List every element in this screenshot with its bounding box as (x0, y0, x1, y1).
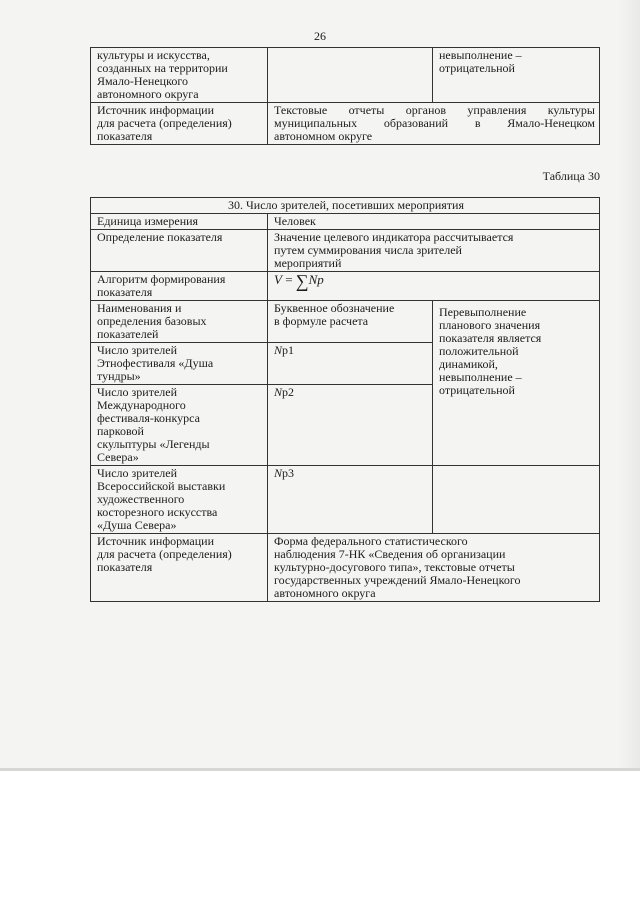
source-value-cell (268, 534, 600, 602)
cell-line: тундры» (97, 369, 141, 383)
source-label-cell (91, 103, 268, 145)
indicator-symbol (268, 343, 433, 385)
indicator-name (91, 343, 268, 385)
algorithm-formula (268, 272, 600, 301)
table-cell-empty (433, 466, 600, 534)
formula-equals: = (285, 272, 293, 287)
cell-line: Текстовые отчеты органов управления культуры (274, 103, 595, 117)
cell-line: муниципальных образований в Ямало-Ненецком (274, 116, 595, 130)
table-caption: Таблица 30 (542, 169, 600, 183)
cell-line: Число зрителей (97, 385, 178, 399)
cell-line: культурно-досугового типа», текстовые отчеты (274, 560, 515, 574)
cell-line: художественного (97, 492, 185, 506)
symbol-p: p3 (282, 466, 295, 480)
cell-line: отрицательной (439, 61, 515, 75)
cell-line: Ямало-Ненецкого (97, 74, 188, 88)
cell-line: автономного округа (97, 87, 199, 101)
cell-line: планового значения (439, 318, 541, 332)
table-row (91, 301, 600, 343)
dynamics-note (433, 301, 600, 466)
cell-line: наблюдения 7-НК «Сведения об организации (274, 547, 506, 561)
cell-line: динамикой, (439, 357, 498, 371)
page-number: 26 (314, 29, 326, 43)
cell-line: Число зрителей (97, 343, 178, 357)
cell-line: Буквенное обозначение (274, 301, 395, 315)
cell-line: автономном округе (274, 129, 373, 143)
table-row (91, 230, 600, 272)
unit-label: Единица измерения (91, 214, 268, 230)
cell-line: Севера» (97, 450, 139, 464)
symbol-n: N (274, 343, 283, 357)
table-row (91, 103, 600, 145)
indicator-name (91, 385, 268, 466)
indicator-symbol (268, 385, 433, 466)
cell-line: отрицательной (439, 383, 515, 397)
cell-line: Источник информации (97, 103, 215, 117)
table-title-row (91, 198, 600, 214)
continued-table (90, 47, 600, 145)
cell-line: Международного (97, 398, 186, 412)
unit-value: Человек (268, 214, 600, 230)
formula-rhs: Np (308, 272, 324, 287)
cell-line: для расчета (определения) (97, 547, 232, 561)
cell-line: невыполнение – (439, 48, 522, 62)
cell-line: показателя (97, 285, 153, 299)
formula-lhs: V (274, 272, 282, 287)
symbol-p: p1 (282, 343, 295, 357)
cell-line: для расчета (определения) (97, 116, 232, 130)
cell-line: государственных учреждений Ямало-Ненецкого (274, 573, 521, 587)
cell-line: определения базовых (97, 314, 207, 328)
cell-line: невыполнение – (439, 370, 522, 384)
definition-label: Определение показателя (91, 230, 268, 272)
symbol-header (268, 301, 433, 343)
table-row (91, 534, 600, 602)
cell-line: Наименования и (97, 301, 182, 315)
cell-line: автономного округа (274, 586, 376, 600)
cell-line: показателя (97, 560, 153, 574)
symbol-n: N (274, 385, 283, 399)
cell-line: фестиваля-конкурса (97, 411, 200, 425)
cell-line: в формуле расчета (274, 314, 369, 328)
cell-line: Алгоритм формирования (97, 272, 226, 286)
cell-line: показателя является (439, 331, 542, 345)
indicator-table (90, 197, 600, 602)
cell-line: путем суммирования числа зрителей (274, 243, 462, 257)
indicator-name (91, 466, 268, 534)
cell-line: мероприятий (274, 256, 342, 270)
cell-line: показателя (97, 129, 153, 143)
cell-line: Значение целевого индикатора рассчитывается (274, 230, 514, 244)
cell-line: положительной (439, 344, 519, 358)
summation-symbol: ∑ (295, 271, 309, 291)
table-row (91, 214, 600, 230)
table-row (91, 272, 600, 301)
definition-value (268, 230, 600, 272)
table-cell-empty (268, 48, 433, 103)
cell-line: культуры и искусства, (97, 48, 210, 62)
cell-line: Этнофестиваля «Душа (97, 356, 214, 370)
cell-line: «Душа Севера» (97, 518, 177, 532)
cell-line: косторезного искусства (97, 505, 218, 519)
symbol-n: N (274, 466, 283, 480)
scan-edge-shadow (618, 0, 640, 768)
base-indicators-header (91, 301, 268, 343)
cell-line: Перевыполнение (439, 305, 527, 319)
table-cell (433, 48, 600, 103)
cell-line: Форма федерального статистического (274, 534, 468, 548)
indicator-symbol (268, 466, 433, 534)
symbol-p: p2 (282, 385, 295, 399)
table-row (91, 466, 600, 534)
table-row (91, 48, 600, 103)
table-title: 30. Число зрителей, посетивших мероприятия (91, 198, 600, 214)
cell-line: Источник информации (97, 534, 215, 548)
source-label-cell (91, 534, 268, 602)
cell-line: Число зрителей (97, 466, 178, 480)
source-value-cell (268, 103, 600, 145)
cell-line: парковой (97, 424, 144, 438)
table-cell (91, 48, 268, 103)
algorithm-label (91, 272, 268, 301)
cell-line: скульптуры «Легенды (97, 437, 210, 451)
cell-line: созданных на территории (97, 61, 228, 75)
cell-line: показателей (97, 327, 159, 341)
cell-line: Всероссийской выставки (97, 479, 226, 493)
